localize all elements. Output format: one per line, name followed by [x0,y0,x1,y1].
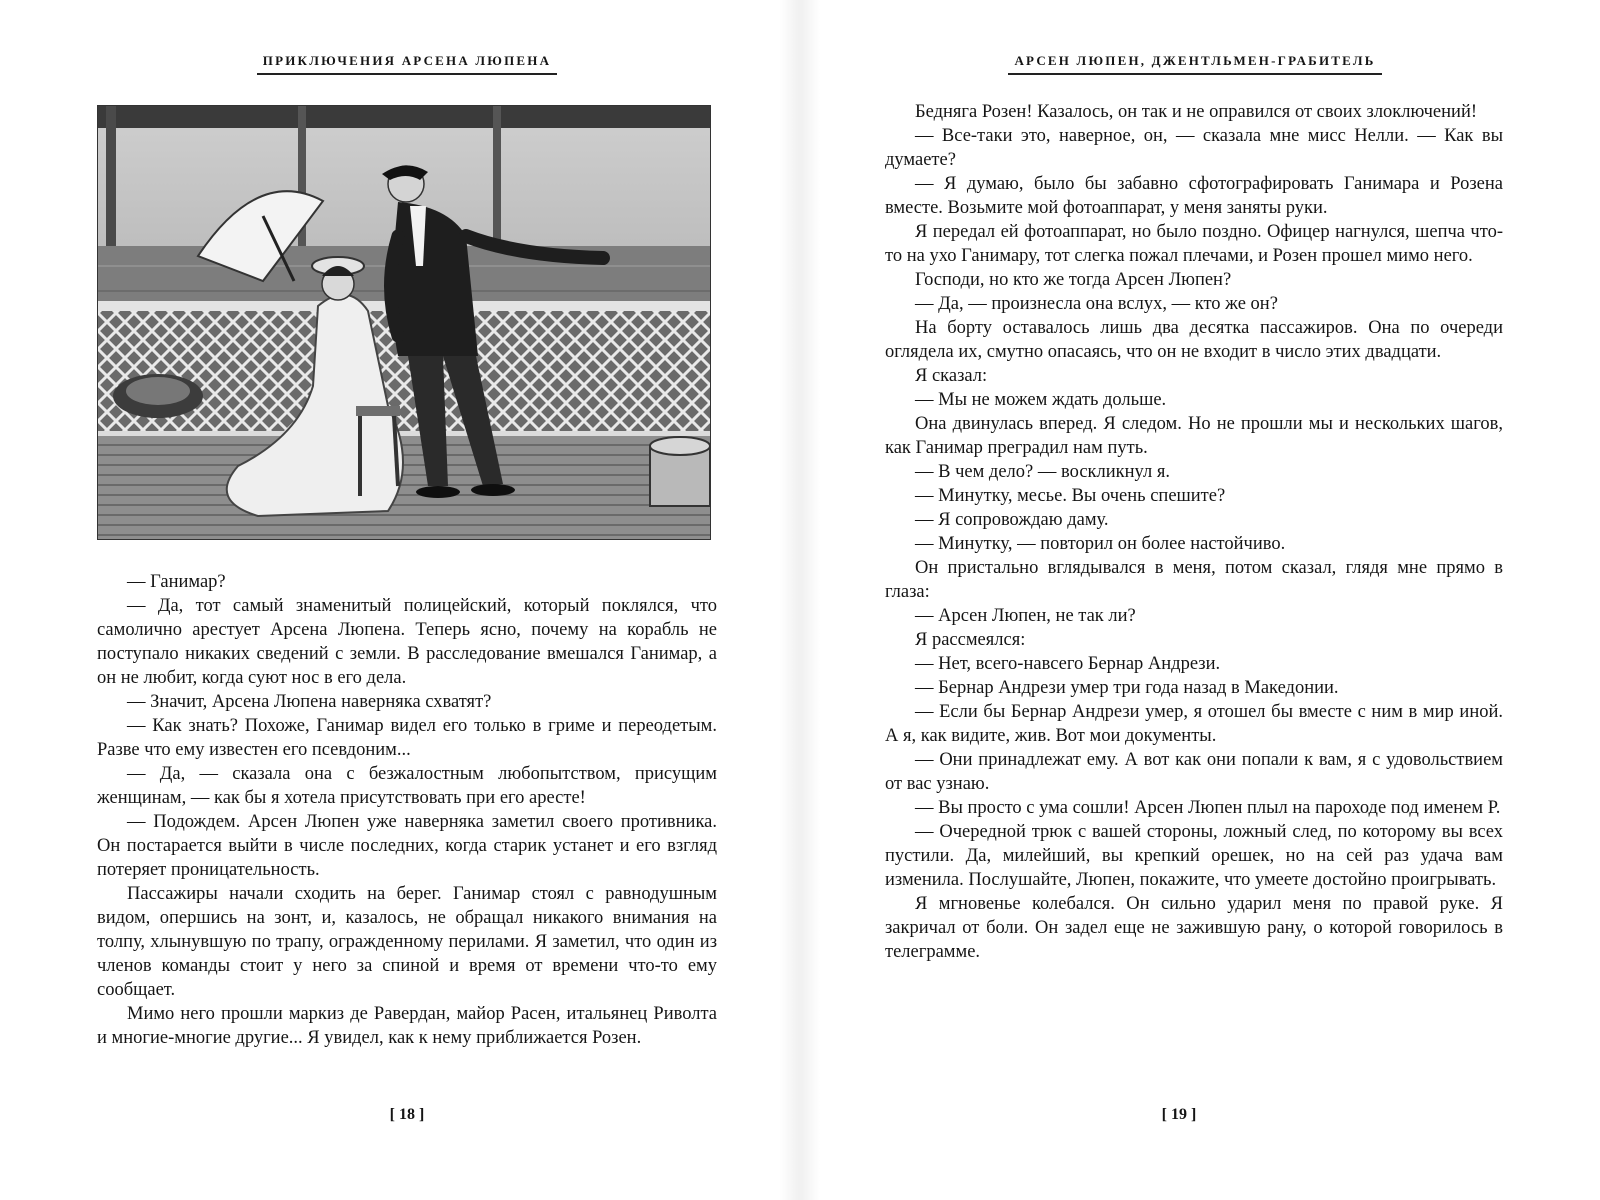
right-paragraph: — Нет, всего-навсего Бернар Андрези. [915,654,1221,674]
right-paragraph: — Вы просто с ума сошли! Арсен Люпен плыл на пароходе под именем Р. [915,798,1501,818]
right-paragraph: — Арсен Люпен, не так ли? [915,606,1136,626]
right-paragraph: — Мы не можем ждать дольше. [915,390,1167,410]
left-page-body [97,570,717,1050]
right-paragraph: Я мгновенье колебался. Он сильно ударил меня по правой руке. Я закричал от боли. Он задел еще не зажившую рану, о которой говорилось в телеграмме. [885,894,1503,962]
right-paragraph: Я передал ей фотоаппарат, но было поздно. Офицер нагнулся, шепча что-то на ухо Ганимару, тот слегка пожал плечами, и Розен прошел мимо него. [885,222,1503,266]
right-page [885,0,1505,1200]
right-page-number: [ 19 ] [1161,1106,1197,1123]
right-paragraph: — Все-таки это, наверное, он, — сказала мне мисс Нелли. — Как вы думаете? [885,126,1503,170]
right-paragraph: — Бернар Андрези умер три года назад в Македонии. [915,678,1339,698]
right-paragraph: На борту оставалось лишь два десятка пассажиров. Она по очереди оглядела их, смутно опасаясь, что он не входит в число этих двадцати. [885,318,1503,362]
right-paragraph: Бедняга Розен! Казалось, он так и не оправился от своих злоключений! [915,102,1478,122]
right-paragraph: — Минутку, — повторил он более настойчиво. [915,534,1286,554]
left-paragraph: — Значит, Арсена Люпена наверняка схватят? [127,692,492,712]
left-paragraph: — Да, — сказала она с безжалостным любопытством, присущим женщинам, — как бы я хотела присутствовать при его аресте! [97,764,717,808]
right-paragraph: — Очередной трюк с вашей стороны, ложный след, по которому вы всех пустили. Да, милейший, вы крепкий орешек, но на сей раз удача вам изменила. Послушайте, Люпен, покажите, что умеете достойно проигрывать. [885,822,1503,890]
right-paragraph: — Я сопровождаю даму. [915,510,1109,530]
right-paragraph: Он пристально вглядывался в меня, потом сказал, глядя мне прямо в глаза: [885,558,1503,602]
book-gutter [780,0,820,1200]
left-paragraph: — Как знать? Похоже, Ганимар видел его только в гриме и переодетым. Разве что ему известен его псевдоним... [97,716,717,760]
right-paragraph: — Если бы Бернар Андрези умер, я отошел бы вместе с ним в мир иной. А я, как видите, жив. Вот мои документы. [885,702,1503,746]
right-paragraph: — В чем дело? — воскликнул я. [915,462,1170,482]
left-page-number: [ 18 ] [389,1106,425,1123]
left-running-head-text: ПРИКЛЮЧЕНИЯ АРСЕНА ЛЮПЕНА [257,53,557,75]
left-paragraph: — Ганимар? [127,572,226,592]
deck-illustration-drawing [98,106,710,539]
right-paragraph: — Я думаю, было бы забавно сфотографировать Ганимара и Розена вместе. Возьмите мой фотоаппарат, у меня заняты руки. [885,174,1503,218]
left-paragraph: — Да, тот самый знаменитый полицейский, который поклялся, что самолично арестует Арсена Люпена. Теперь ясно, почему на корабль не поступало никаких сведений с земли. В расследование вмешался Ганимар, а он не любит, когда суют нос в его дела. [97,596,717,688]
left-running-head [97,52,717,75]
right-paragraph: Я рассмеялся: [915,630,1026,650]
deck-illustration [97,105,711,540]
right-paragraph: — Да, — произнесла она вслух, — кто же он? [915,294,1278,314]
right-paragraph: Господи, но кто же тогда Арсен Люпен? [915,270,1232,290]
left-paragraph: Мимо него прошли маркиз де Равердан, майор Расен, итальянец Риволта и многие-многие другие... Я увидел, как к нему приближается Розен. [97,1004,717,1048]
right-paragraph: Я сказал: [915,366,988,386]
right-paragraph: — Они принадлежат ему. А вот как они попали к вам, я с удовольствием от вас узнаю. [885,750,1503,794]
right-running-head-text: АРСЕН ЛЮПЕН, ДЖЕНТЛЬМЕН-ГРАБИТЕЛЬ [1008,53,1381,75]
left-page [97,0,717,1200]
left-paragraph: Пассажиры начали сходить на берег. Ганимар стоял с равнодушным видом, опершись на зонт, и, казалось, не обращал никакого внимания на толпу, хлынувшую по трапу, огражденному перилами. Я заметил, что один из членов команды стоит у него за спиной и время от времени что-то ему сообщает. [97,884,717,1000]
right-paragraph: — Минутку, месье. Вы очень спешите? [915,486,1226,506]
right-running-head [885,52,1505,75]
right-page-body [885,100,1503,964]
left-paragraph: — Подождем. Арсен Люпен уже наверняка заметил своего противника. Он постарается выйти в числе последних, когда старик устанет и его взгляд потеряет проницательность. [97,812,717,880]
right-paragraph: Она двинулась вперед. Я следом. Но не прошли мы и нескольких шагов, как Ганимар преградил нам путь. [885,414,1503,458]
